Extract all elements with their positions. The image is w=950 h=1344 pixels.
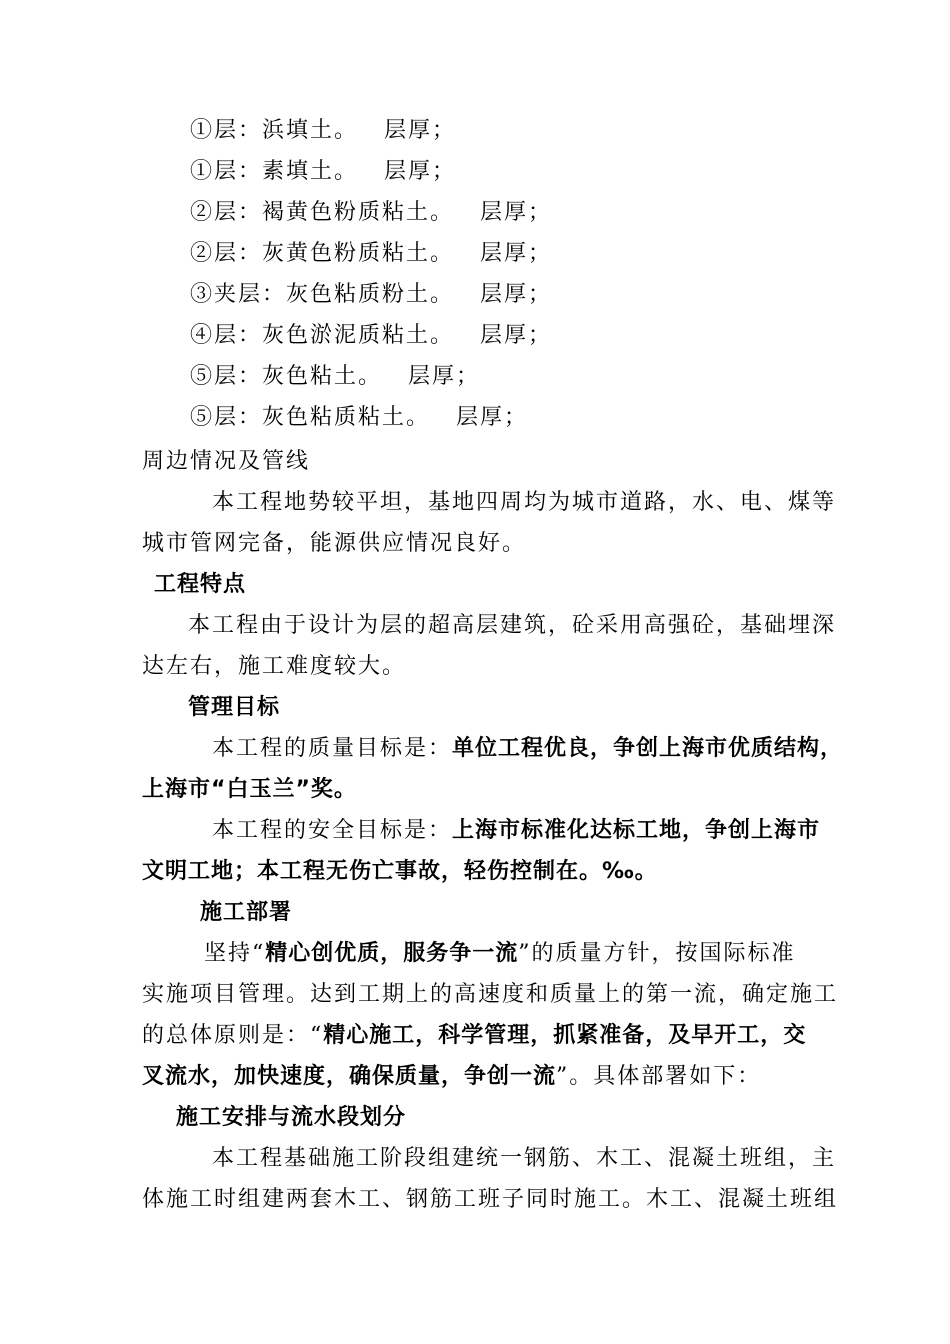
quality-policy: 精心创优质，服务争一流 xyxy=(265,941,519,966)
layer-thickness: 层厚； xyxy=(480,241,553,266)
layer-number: ② xyxy=(190,200,215,225)
layer-description: 层：素填土。 xyxy=(214,159,359,184)
features-paragraph-line-2: 达左右，施工难度较大。 xyxy=(142,654,407,679)
surroundings-paragraph-line-2: 城市管网完备，能源供应情况良好。 xyxy=(142,531,527,556)
layer-number: ① xyxy=(190,159,215,184)
layer-number: ⑤ xyxy=(190,405,215,430)
layer-description: 层：灰色粘质粘土。 xyxy=(214,405,431,430)
surroundings-paragraph-line-1: 本工程地势较平坦，基地四周均为城市道路，水、电、煤等 xyxy=(212,490,837,515)
quality-goal-line-2: 上海市“白玉兰”奖。 xyxy=(142,777,357,802)
layer-description: 层：灰色淤泥质粘土。 xyxy=(214,323,455,348)
soil-layer-1 xyxy=(190,116,456,146)
layer-number: ④ xyxy=(190,323,215,348)
layer-number: ③ xyxy=(190,282,215,307)
layer-description: 层：浜填土。 xyxy=(214,118,359,143)
soil-layer-8 xyxy=(190,403,528,433)
deployment-text: 的总体原则是：“ xyxy=(142,1023,324,1048)
quality-goal-line-1 xyxy=(212,734,843,764)
layer-thickness: 层厚； xyxy=(456,405,529,430)
deployment-paragraph-line-1 xyxy=(204,939,796,969)
deployment-paragraph-line-2: 实施项目管理。达到工期上的高速度和质量上的第一流，确定施工 xyxy=(142,982,839,1007)
layer-thickness: 层厚； xyxy=(384,159,457,184)
surroundings-heading: 周边情况及管线 xyxy=(142,449,311,474)
layer-thickness: 层厚； xyxy=(480,200,553,225)
deployment-paragraph-line-3 xyxy=(142,1021,806,1051)
layer-description: 层：褐黄色粉质粘土。 xyxy=(214,200,455,225)
arrangement-paragraph-line-1: 本工程基础施工阶段组建统一钢筋、木工、混凝土班组，主 xyxy=(212,1146,837,1171)
layer-thickness: 层厚； xyxy=(480,323,553,348)
deployment-text: ”。具体部署如下： xyxy=(556,1064,762,1089)
deployment-paragraph-line-4 xyxy=(142,1062,761,1092)
layer-number: ① xyxy=(190,118,215,143)
layer-number: ② xyxy=(190,241,215,266)
layer-thickness: 层厚； xyxy=(408,364,481,389)
safety-goal-line-1 xyxy=(212,816,820,846)
layer-thickness: 层厚； xyxy=(480,282,553,307)
quality-goal-prefix: 本工程的质量目标是： xyxy=(212,736,453,761)
safety-goal-prefix: 本工程的安全目标是： xyxy=(212,818,453,843)
deployment-heading: 施工部署 xyxy=(200,900,293,925)
soil-layer-6 xyxy=(190,321,552,351)
arrangement-paragraph-line-2: 体施工时组建两套木工、钢筋工班子同时施工。木工、混凝土班组 xyxy=(142,1187,839,1212)
layer-number: ⑤ xyxy=(190,364,215,389)
features-heading: 工程特点 xyxy=(154,572,247,597)
layer-description: 夹层：灰色粘质粉土。 xyxy=(214,282,455,307)
safety-goal-text: 上海市标准化达标工地，争创上海市 xyxy=(452,818,821,843)
soil-layer-4 xyxy=(190,239,552,269)
overall-principle: 精心施工，科学管理，抓紧准备，及早开工，交 xyxy=(323,1023,807,1048)
features-paragraph-line-1: 本工程由于设计为层的超高层建筑，砼采用高强砼，基础埋深 xyxy=(188,613,837,638)
arrangement-heading: 施工安排与流水段划分 xyxy=(176,1105,407,1130)
soil-layer-7 xyxy=(190,362,480,392)
quote-open: 坚持“ xyxy=(204,941,266,966)
layer-description: 层：灰色粘土。 xyxy=(214,364,383,389)
quality-goal-text: 单位工程优良，争创上海市优质结构， xyxy=(452,736,844,761)
soil-layer-5 xyxy=(190,280,552,310)
layer-thickness: 层厚； xyxy=(384,118,457,143)
goals-heading: 管理目标 xyxy=(188,695,281,720)
soil-layer-3 xyxy=(190,198,552,228)
overall-principle-continued: 叉流水，加快速度，确保质量，争创一流 xyxy=(142,1064,557,1089)
safety-goal-line-2: 文明工地；本工程无伤亡事故，轻伤控制在。‰。 xyxy=(142,859,658,884)
deployment-text: ”的质量方针，按国际标准 xyxy=(518,941,796,966)
layer-description: 层：灰黄色粉质粘土。 xyxy=(214,241,455,266)
soil-layer-2 xyxy=(190,157,456,187)
